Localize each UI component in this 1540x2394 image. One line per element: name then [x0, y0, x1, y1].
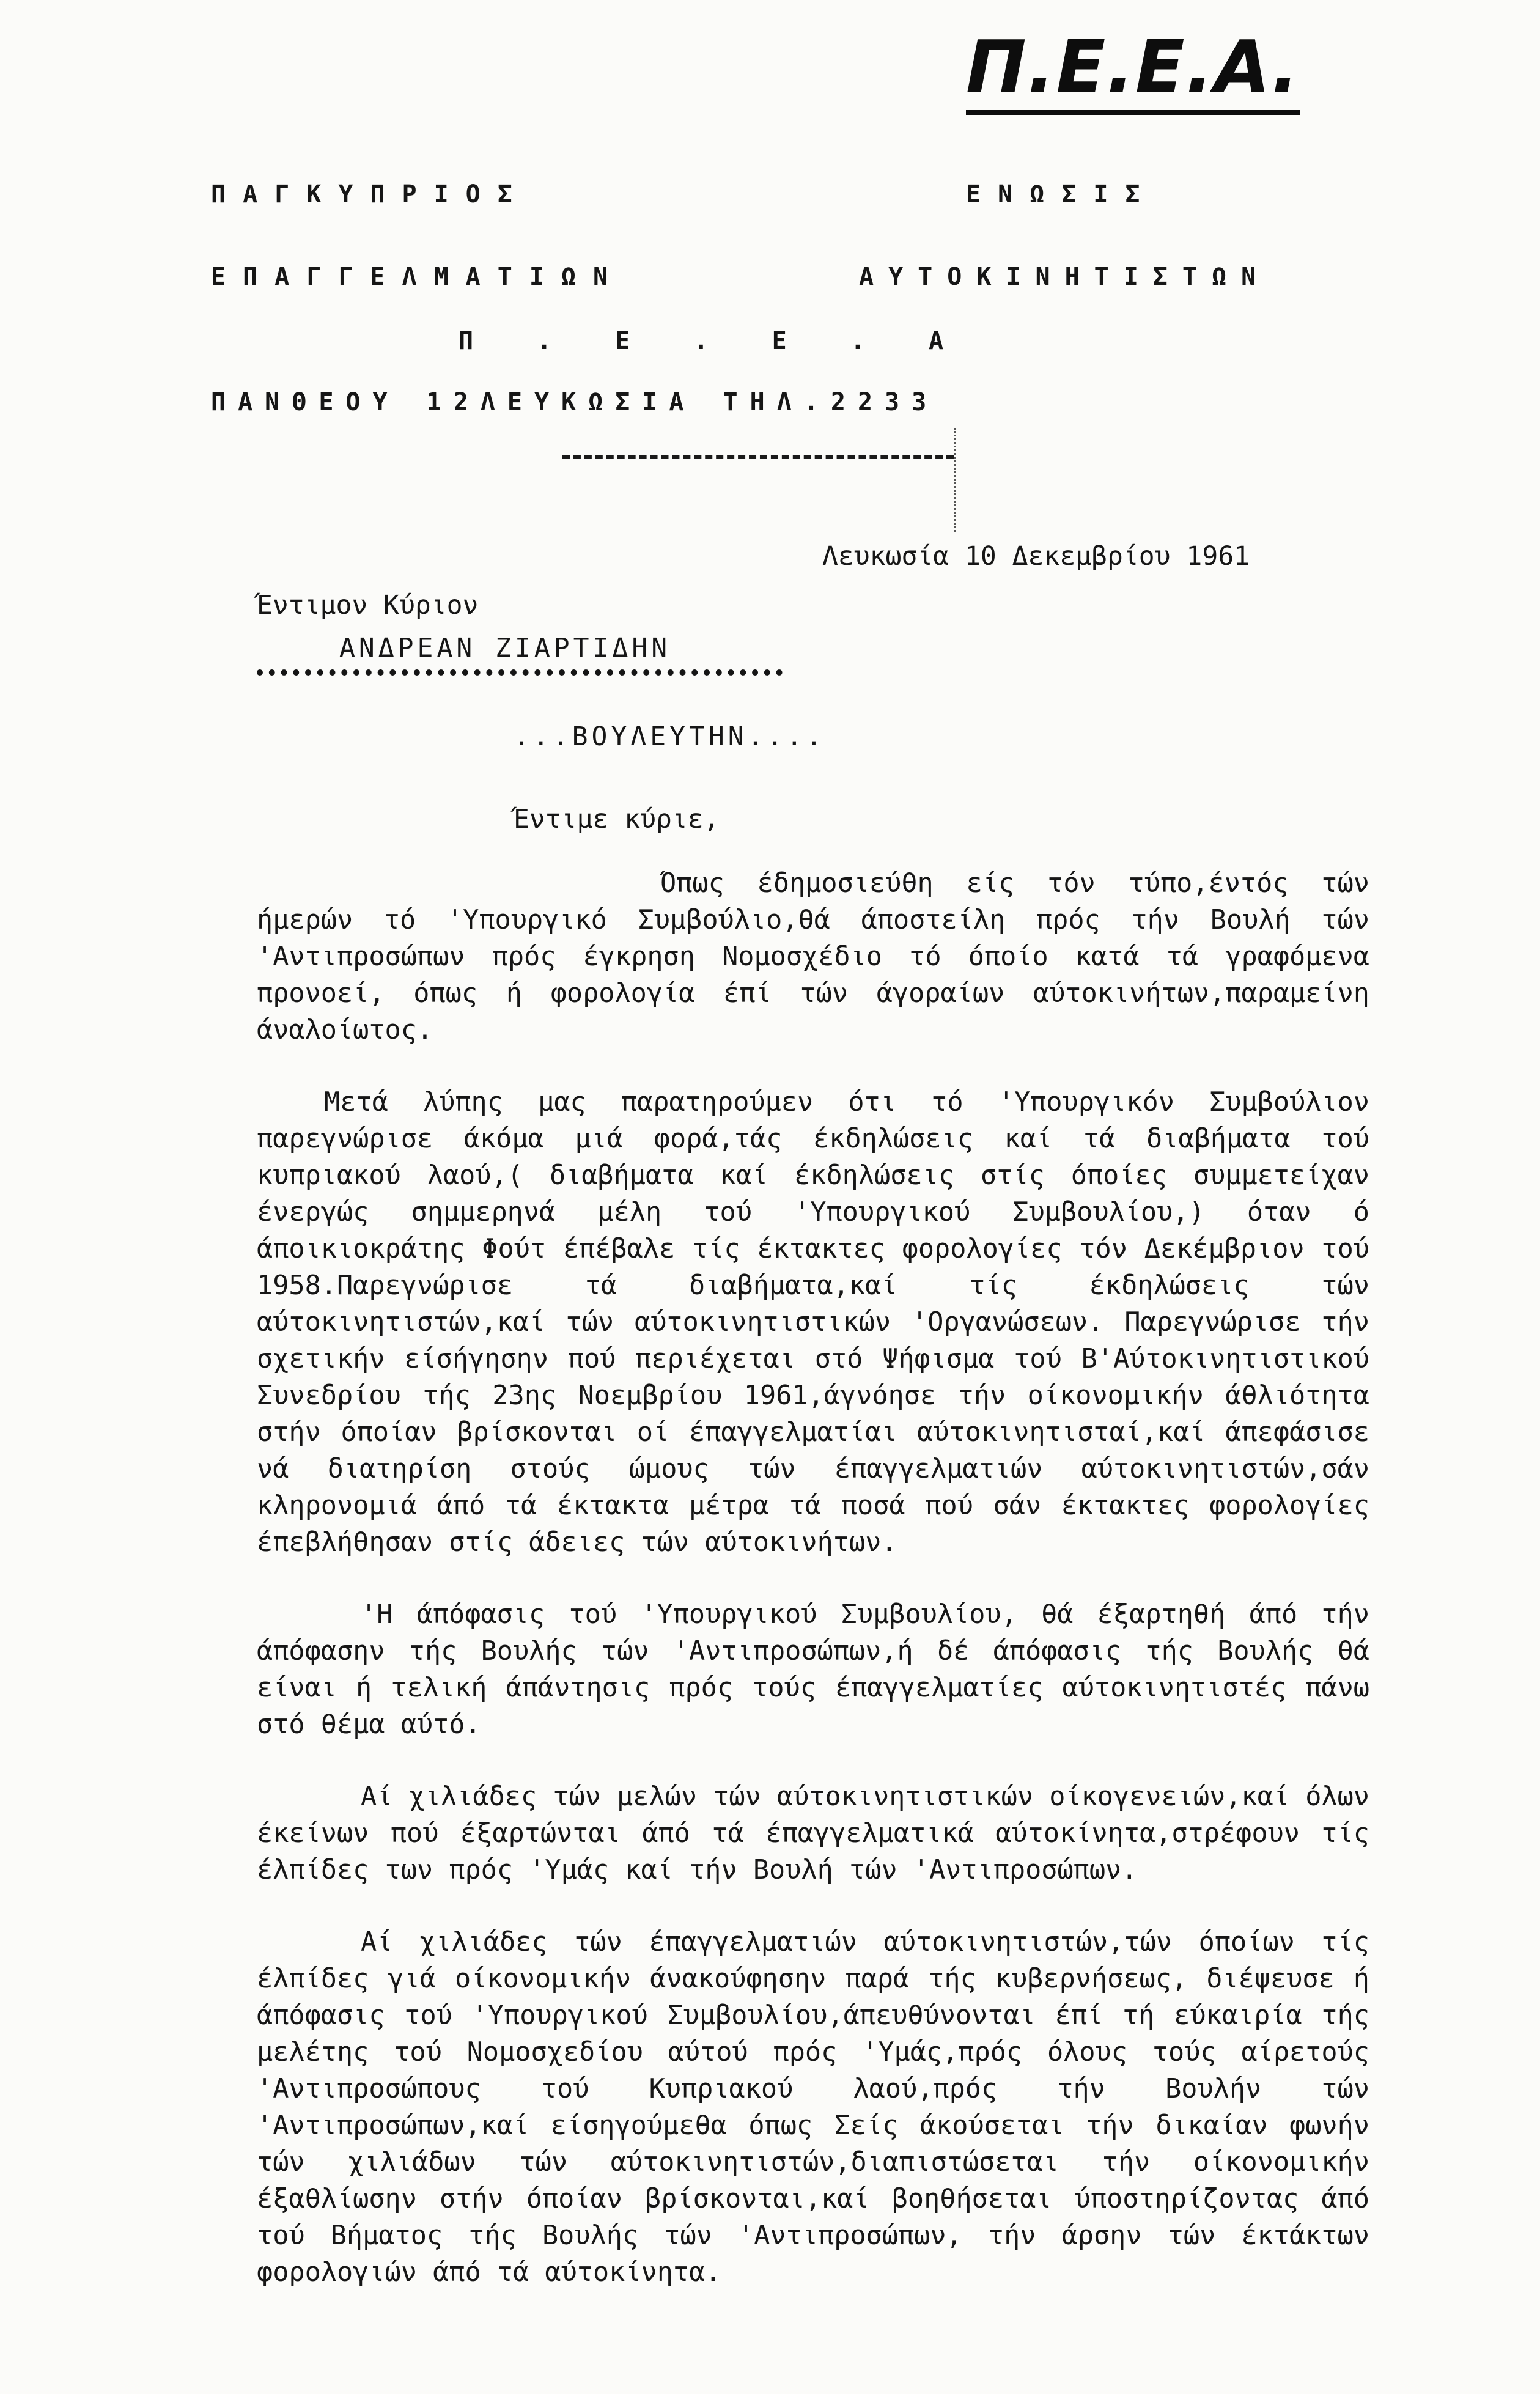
letterhead-line2-right: ΑΥΤΟΚΙΝΗΤΙΣΤΩΝ [859, 263, 1271, 291]
letterhead-address: ΠΑΝΘΕΟΥ 12ΛΕΥΚΩΣΙΑ ΤΗΛ.2233 [211, 388, 939, 416]
recipient-name: ΑΝΔΡΕΑΝ ΖΙΑΡΤΙΔΗΝ [339, 633, 671, 663]
letterhead-acronym: Π . Ε . Ε . Α [459, 327, 968, 355]
paragraph-5: Αί χιλιάδες τών έπαγγελματιών αύτοκινητιστών,τών όποίων τίς έλπίδες γιά οίκονομικήν άνακούφησην παρά τής κυβερνήσεως, διέψευσε ή άπόφασις τού 'Υπουργικού Συμβουλίου,άπευθύνονται έπί τή εύκαιρία τής μελέτης τού Νομοσχεδίου αύτού πρός 'Υμάς,πρός όλους τούς αίρετούς 'Αντιπροσώπους τού Κυπριακού λαού,πρός τήν Βουλήν τών 'Αντιπροσώπων,καί είσηγούμεθα όπως Σείς άκούσεται τήν δικαίαν φωνήν τών χιλιάδων τών αύτοκινητιστών,διαπιστώσεται τήν οίκονομικήν έξαθλίωσην στήν όποίαν βρίσκονται,καί βοηθήσεται ύποστηρίζοντας άπό τού Βήματος τής Βουλής τών 'Αντιπροσώπων, τήν άρσην τών έκτάκτων φορολογιών άπό τά αύτοκίνητα. [257, 1927, 1369, 2288]
name-dotted-underline [257, 669, 783, 676]
recipient-title: ...ΒΟΥΛΕΥΤΗΝ.... [514, 721, 826, 752]
greeting: Έντιμε κύριε, [514, 804, 720, 834]
paragraph-4: Αί χιλιάδες τών μελών τών αύτοκινητιστικών οίκογενειών,καί όλων έκείνων πού έξαρτώνται άπό τά έπαγγελματικά αύτοκίνητα,στρέφουν τίς έλπίδες των πρός 'Υμάς καί τήν Βουλή τών 'Αντιπροσώπων. [257, 1781, 1369, 1885]
letter-body [257, 865, 1369, 2326]
archive-stamp: Π.Ε.Ε.Α. [966, 24, 1300, 115]
letterhead-divider [562, 455, 954, 459]
letterhead-line2-left: ΕΠΑΓΓΕΛΜΑΤΙΩΝ [211, 263, 625, 291]
letterhead-line1-right: ΕΝΩΣΙΣ [966, 180, 1157, 208]
paragraph-2: Μετά λύπης μας παρατηρούμεν ότι τό 'Υπουργικόν Συμβούλιον παρεγνώρισε άκόμα μιά φορά,τάς έκδηλώσεις καί τά διαβήματα τού κυπριακού λαού,( διαβήματα καί έκδηλώσεις στίς όποίες συμμετείχαν ένεργώς σημμερηνά μέλη τού 'Υπουργικού Συμβουλίου,) όταν ό άποικιοκράτης Φούτ έπέβαλε τίς έκτακτες φορολογίες τόν Δεκέμβριον τού 1958.Παρεγνώρισε τά διαβήματα,καί τίς έκδηλώσεις τών αύτοκινητιστών,καί τών αύτοκινητιστικών 'Οργανώσεων. Παρεγνώρισε τήν σχετικήν είσήγησην πού περιέχεται στό Ψήφισμα τού Β'Αύτοκινητιστικού Συνεδρίου τής 23ης Νοεμβρίου 1961,άγνόησε τήν οίκονομικήν άθλιότητα στήν όποίαν βρίσκονται οί έπαγγελματίαι αύτοκινητισταί,καί άπεφάσισε νά διατηρίση στούς ώμους τών έπαγγελματιών αύτοκινητιστών,σάν κληρονομιά άπό τά έκτακτα μέτρα τά ποσά πού σάν έκτακτες φορολογίες έπεβλήθησαν στίς άδειες τών αύτοκινήτων. [257, 1087, 1369, 1558]
recipient-salutation: Έντιμον Κύριον [257, 590, 479, 621]
margin-mark [954, 428, 956, 532]
paragraph-1: Όπως έδημοσιεύθη είς τόν τύπο,έντός τών ήμερών τό 'Υπουργικό Συμβούλιο,θά άποστείλη πρός τήν Βουλή τών 'Αντιπροσώπων πρός έγκρηση Νομοσχέδιο τό όποίο κατά τά γραφόμενα προνοεί, όπως ή φορολογία έπί τών άγοραίων αύτοκινήτων,παραμείνη άναλοίωτος. [257, 868, 1369, 1045]
letterhead-line1-left: ΠΑΓΚΥΠΡΙΟΣ [211, 180, 529, 208]
letter-date: Λευκωσία 10 Δεκεμβρίου 1961 [822, 541, 1250, 572]
paragraph-3: 'Η άπόφασις τού 'Υπουργικού Συμβουλίου, θά έξαρτηθή άπό τήν άπόφασην τής Βουλής τών 'Αντιπροσώπων,ή δέ άπόφασις τής Βουλής θά είναι ή τελική άπάντησις πρός τούς έπαγγελματίες αύτοκινητιστές πάνω στό θέμα αύτό. [257, 1599, 1369, 1740]
